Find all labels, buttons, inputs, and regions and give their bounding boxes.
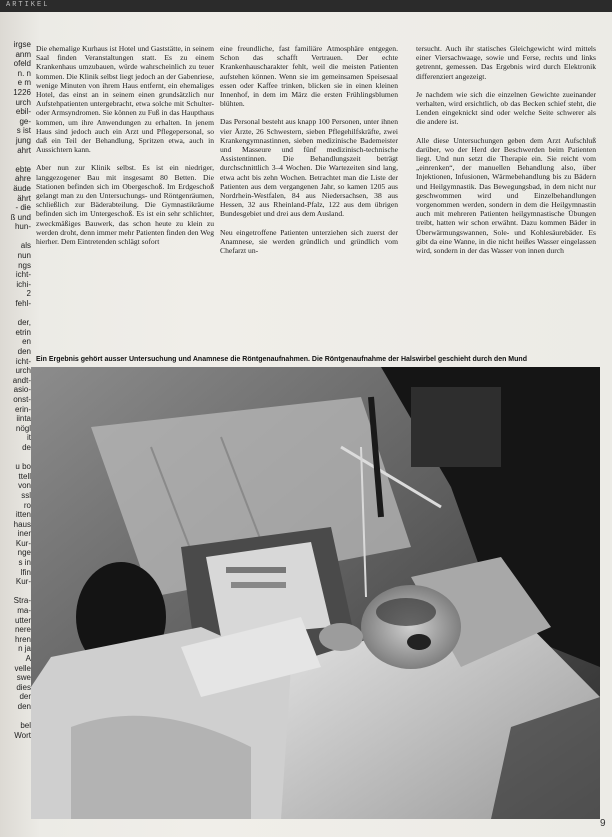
margin-fragment: erin-: [14, 404, 31, 414]
top-band-text: ARTIKEL: [6, 1, 50, 9]
margin-fragment: den: [17, 701, 31, 711]
paragraph: eine freundliche, fast familiäre Atmosphäre entgegen. Schon das schafft Vertrauen. Der echte Krankenhauscharakter fehlt, weil die meisten Patienten aufstehen können. Wenn sie im gemeinsamen Speisesaal essen oder Kaffee trinken, blicken sie in einen kleinen Innenhof, in dem im März die ersten Frühlingsblumen blühten.: [220, 44, 398, 109]
margin-fragment: s ist: [16, 126, 31, 136]
margin-fragment: iinta: [16, 414, 31, 424]
margin-fragment: [2, 453, 31, 463]
margin-fragment: velle: [14, 663, 31, 673]
text-column-2: [220, 44, 398, 264]
margin-fragment: nge: [17, 548, 31, 558]
margin-fragment: onst-: [13, 394, 31, 404]
margin-fragment: ma-: [17, 606, 31, 616]
margin-fragment: - die: [15, 203, 31, 213]
margin-fragment: icht-: [15, 270, 31, 280]
margin-fragment: u bo: [15, 462, 31, 472]
margin-fragment: swe: [16, 673, 31, 683]
margin-fragment: hren: [14, 634, 31, 644]
margin-fragment: de: [22, 442, 31, 452]
margin-fragment: ebil-: [15, 107, 31, 117]
margin-fragment: icht-: [15, 356, 31, 366]
margin-fragment: en: [22, 337, 31, 347]
margin-fragment: n. n: [17, 68, 31, 78]
margin-fragment: utter: [14, 615, 31, 625]
text-column-1: [36, 44, 214, 255]
margin-fragment: ichi-: [16, 279, 31, 289]
paragraph: Das Personal besteht aus knapp 100 Personen, unter ihnen vier Ärzte, 26 Schwestern, sieben Pflegehilfskräfte, zwei Krankengymnastinnen, sieben medizinische Bademeister und Masseure und fünf medizinisch-technische Assistentinnen. Die Behandlungszeit beträgt durchschnittlich 3–4 Wochen. Die Wartezeiten sind lang, etwa acht bis zehn Wochen. Betrachtet man die Liste der Patienten aus dem vergangenen Jahr, so kamen 1205 aus Nordrhein-Westfalen, 84 aus Niedersachsen, 38 aus Hessen, 32 aus Rheinland-Pfalz, 122 aus dem übrigen Bundesgebiet und drei aus dem Ausland.: [220, 117, 398, 219]
margin-fragment: als: [20, 241, 31, 251]
paragraph: Die ehemalige Kurhaus ist Hotel und Gaststätte, in seinem Saal finden Veranstaltungen statt. Es zu einem Krankenhaus umzubauen, würde wahrscheinlich zu teuer kommen. Die Klinik selbst liegt jedoch an der Gabenriese, wenige Minuten von ihrem Haus entfernt, ein ehemaliges Hotel, das einst an in seinem einen grundsätzlich nur Aufstehpatienten untergebracht, etwa solche mit Schulter- oder Armsyndromen. Sie können zu Fuß in das Haupthaus kommen, um ihre Anwendungen zu erhalten. In jenem Haus sind jedoch auch ein Arzt und Pflegepersonal, so daß ein Teil der Behandlung, Spritzen etwa, auch in Aussichtern kann.: [36, 44, 214, 155]
margin-fragment: Stra-: [13, 596, 31, 606]
margin-fragment: haus: [13, 519, 31, 529]
margin-fragment: irgse: [13, 40, 31, 49]
margin-fragment: ge-: [19, 116, 31, 126]
margin-fragment: hun-: [14, 222, 31, 232]
margin-fragment: ebte: [15, 164, 31, 174]
margin-fragment: anm: [15, 49, 31, 59]
margin-fragment: asio-: [13, 385, 31, 395]
margin-fragment: äude: [13, 183, 31, 193]
margin-fragment: Kur-: [15, 538, 31, 548]
margin-fragment: ahrt: [17, 145, 31, 155]
margin-fragment: 1226: [13, 87, 31, 97]
text-column-3: [416, 44, 596, 264]
margin-fragment: ahre: [14, 174, 31, 184]
margin-fragment: e m: [17, 78, 31, 88]
photo-illustration: [31, 367, 600, 819]
margin-fragment: iner: [17, 529, 31, 539]
margin-fragment: dies: [16, 682, 31, 692]
page-number: 9: [600, 818, 606, 829]
margin-fragment: jung: [15, 135, 31, 145]
margin-fragment: [2, 309, 31, 319]
margin-fragment: ofeld: [13, 59, 31, 69]
margin-fragment: Wort: [14, 730, 31, 740]
margin-fragment: bel: [20, 721, 31, 731]
margin-fragment: nögl: [15, 423, 31, 433]
paragraph: Aber nun zur Klinik selbst. Es ist ein niedriger, langgezogener Bau mit insgesamt 80 Betten. Die Stationen befinden sich im Obergeschoß. Im Erdgeschoß gelangt man zu den Untersuchungs- und Röntgenräumen, schließlich zur Bäderabteilung. Die Gymnastikräume befinden sich im Untergeschoß. Es ist ein sehr schlichter, zweckmäßiges Bauwerk, das schon heute zu klein zu werden droht, denn immer mehr Patienten finden den Weg hierher. Dem Eintretenden schlägt sofort: [36, 163, 214, 247]
margin-fragment: s in: [18, 558, 31, 568]
xray-photo: [31, 367, 600, 819]
margin-fragment: ro: [23, 500, 31, 510]
margin-fragment: Kur-: [15, 577, 31, 587]
margin-fragment: [2, 232, 31, 242]
margin-fragment: it: [27, 433, 31, 443]
margin-fragment: ttell: [18, 471, 31, 481]
margin-fragment: den: [17, 347, 31, 356]
margin-fragment: [2, 587, 31, 597]
margin-fragment: urch: [15, 97, 31, 107]
margin-fragment: nun: [17, 251, 31, 261]
margin-fragment: [2, 712, 31, 722]
margin-fragment: [2, 155, 31, 165]
margin-fragment: A: [25, 654, 31, 663]
paragraph: Alle diese Untersuchungen geben dem Arzt Aufschluß darüber, wo der Herd der Beschwerden beim Patienten liegt. Und nun setzt die Therapie ein. Sie reicht vom „einrenken“, der manuellen Behandlung also, über Injektionen, Infusionen, Wärmebehandlung bis zu Bädern und Heilgymnastik. Das Bewegungsbad, in dem nicht nur geschwommen wird und Einzelbehandlungen vorgenommen werden, sondern in dem die Heilgymnastin auch mit mehreren Patienten heilgymnastische Übungen treibt, hatten wir schon erwähnt. Dazu kommen Bäder in Überwärmungswannen, Sole- und Kohlesäurebäder. Es gibt da eine Wanne, in die nicht heißes Wasser eingelassen wird, sondern in der das Wasser von innen durch: [416, 135, 596, 256]
margin-fragment: n ja: [18, 644, 31, 654]
margin-fragment: etrin: [15, 327, 31, 337]
margin-fragment: ährt: [17, 193, 31, 203]
margin-fragment: andt-: [12, 375, 31, 385]
paragraph: Neu eingetroffene Patienten unterziehen sich zuerst der Anamnese, sie werden gründlich und gründlich vom Chefarzt un-: [220, 227, 398, 256]
margin-fragment: 2: [26, 289, 31, 299]
margin-fragment: nere: [14, 625, 31, 635]
margin-fragment: von: [18, 481, 31, 491]
margin-fragment: der,: [17, 318, 31, 328]
margin-fragment: urch: [15, 366, 31, 376]
photo-caption: Ein Ergebnis gehört ausser Untersuchung und Anamnese die Röntgenaufnahmen. Die Röntgenaufnahme der Halswirbel geschieht durch den Mund: [36, 356, 527, 363]
margin-fragment: der: [19, 692, 31, 702]
top-band: [0, 0, 612, 12]
margin-fragment: itten: [15, 510, 31, 520]
paragraph: tersucht. Auch ihr statisches Gleichgewicht wird mittels einer Viersachwaage, sowie und Ferse, rechts und links getrennt, gemessen. Das Ergebnis wird durch Elektronik differenziert angezeigt.: [416, 44, 596, 81]
previous-page-margin-column: [2, 40, 31, 810]
margin-fragment: ngs: [18, 260, 31, 270]
paragraph: Je nachdem wie sich die einzelnen Gewichte zueinander verhalten, wird ersichtlich, ob das Becken schief steht, die Lenden eingeknickt sind oder welche Seite schwerer als die andere ist.: [416, 89, 596, 127]
margin-fragment: lfin: [20, 567, 31, 577]
margin-fragment: ß und: [10, 212, 31, 222]
margin-fragment: fehl-: [15, 299, 31, 309]
margin-fragment: ssl: [21, 490, 31, 500]
